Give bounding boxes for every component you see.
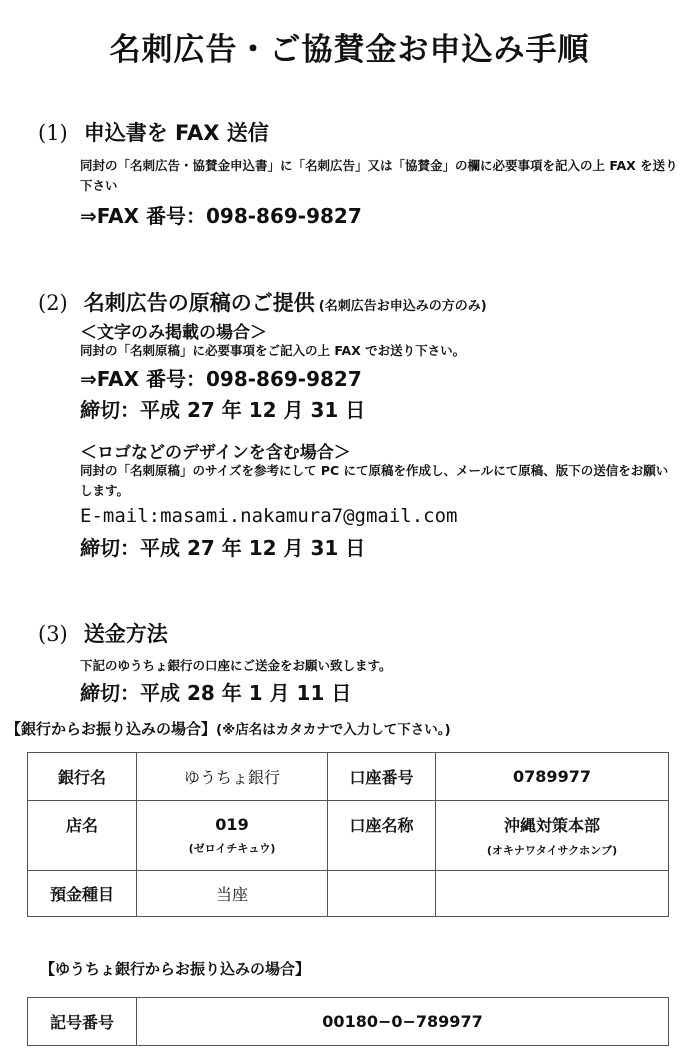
case1-deadline: 締切：平成 27 年 12 月 31 日 [80,398,366,422]
table-row [28,871,669,917]
yucho-table [27,997,669,1046]
section3-title: 送金方法 [83,622,168,646]
section1-number: (1) [38,121,68,145]
branch-label: 店名 [28,801,137,871]
bank-transfer-heading [6,718,451,739]
section1-text: 同封の「名刺広告・協賛金申込書」に「名刺広告」又は「協賛金」の欄に必要事項を記入の上 FAX を送り下さい [80,158,678,193]
account-name-kana: (オキナワタイサクホンブ) [486,844,618,857]
branch-cell [137,801,328,871]
section2-note: (名刺広告お申込みの方のみ) [318,299,487,314]
symbol-number-label: 記号番号 [28,998,137,1046]
case2-title: ＜ロゴなどのデザインを含む場合＞ [80,443,351,463]
section1-title: 申込書を FAX 送信 [83,121,269,145]
table-row [28,801,669,871]
deposit-type-value: 当座 [137,871,328,917]
section2-title: 名刺広告の原稿のご提供 [83,291,315,315]
table-row [28,998,669,1046]
empty-cell [436,871,669,917]
section2-number: (2) [38,291,68,315]
account-name-value: 沖縄対策本部 [503,816,600,835]
deposit-type-label: 預金種目 [28,871,137,917]
account-name-label: 口座名称 [328,801,436,871]
empty-cell [328,871,436,917]
case1-fax: ⇒FAX 番号：098-869-9827 [80,367,362,391]
account-name-cell [436,801,669,871]
branch-kana: (ゼロイチキュウ) [188,842,276,855]
symbol-number-value: 00180−0−789977 [137,998,669,1046]
branch-value: 019 [215,815,249,834]
section3-number: (3) [38,622,68,646]
table-row [28,753,669,801]
section3-deadline: 締切：平成 28 年 1 月 11 日 [80,681,352,705]
yucho-transfer-heading: 【ゆうちょ銀行からお振り込みの場合】 [40,960,311,978]
section3-heading [38,618,168,648]
section1-fax: ⇒FAX 番号：098-869-9827 [80,204,362,228]
section2-heading [38,287,487,317]
section3-text: 下記のゆうちょ銀行の口座にご送金をお願い致します。 [80,658,392,673]
bank-table [27,752,669,917]
case2-email: E-mail:masami.nakamura7@gmail.com [80,505,458,527]
case2-text: 同封の「名刺原稿」のサイズを参考にして PC にて原稿を作成し、メールにて原稿、版下の送信をお願いします。 [80,463,669,498]
page-title: 名刺広告・ご協賛金お申込み手順 [109,32,590,68]
bank-transfer-note: (※店名はカタカナで入力して下さい。) [216,722,451,738]
account-number-label: 口座番号 [328,753,436,801]
bank-name-value: ゆうちょ銀行 [137,753,328,801]
case1-title: ＜文字のみ掲載の場合＞ [80,323,267,343]
case2-deadline: 締切：平成 27 年 12 月 31 日 [80,536,366,560]
case1-text: 同封の「名刺原稿」に必要事項をご記入の上 FAX でお送り下さい。 [80,343,466,358]
bank-transfer-title: 【銀行からお振り込みの場合】 [6,720,217,738]
bank-name-label: 銀行名 [28,753,137,801]
account-number-value: 0789977 [436,753,669,801]
section1-heading [38,117,269,147]
